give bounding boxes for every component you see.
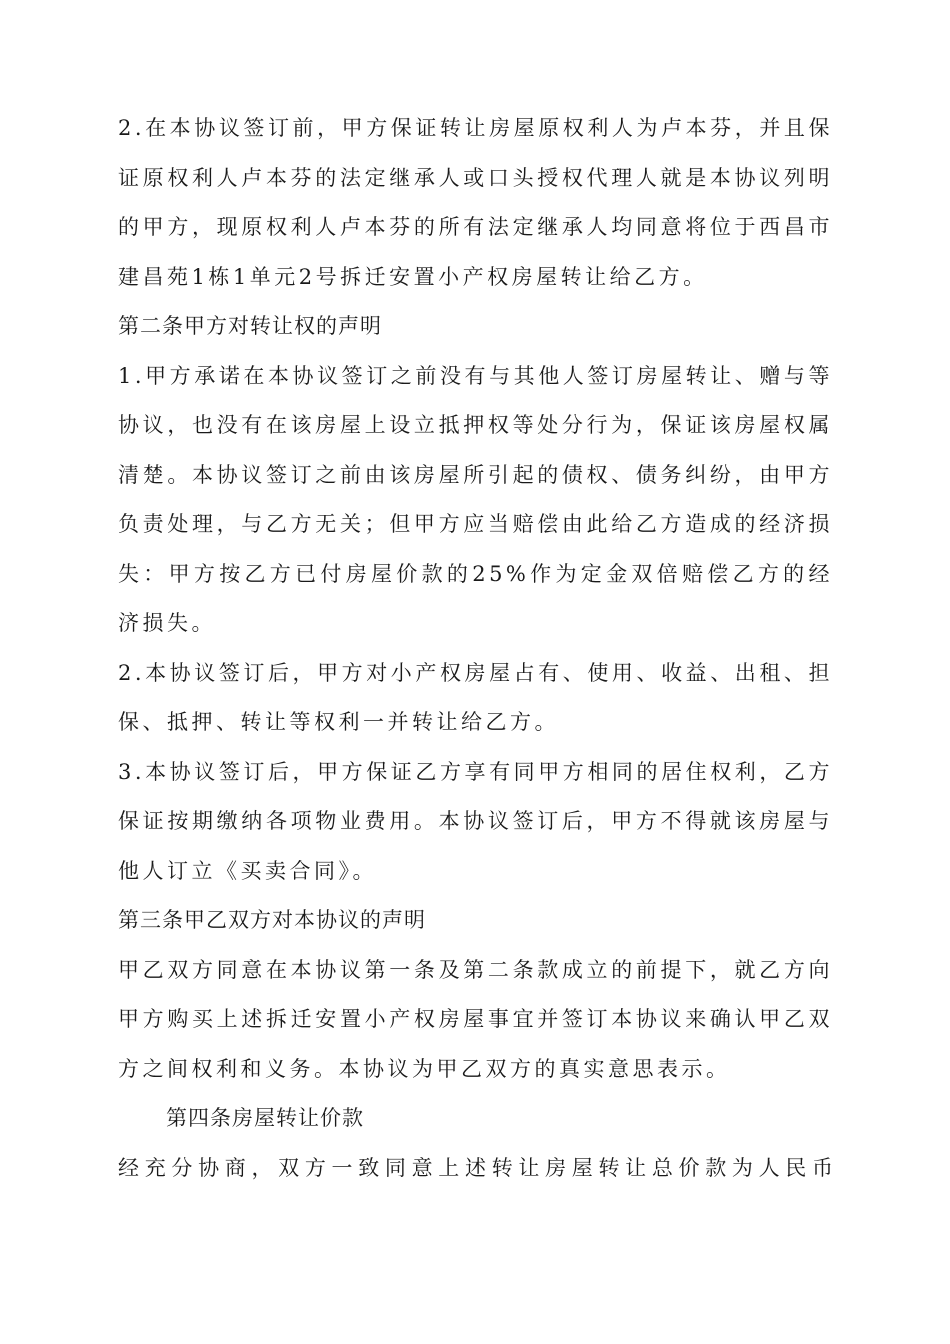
article-4-heading: 第四条房屋转让价款 xyxy=(166,1106,364,1130)
article-2-item-1: 1.甲方承诺在本协议签订之前没有与其他人签订房屋转让、赠与等协议，也没有在该房屋上设立抵押权等处分行为，保证该房屋权属清楚。本协议签订之前由该房屋所引起的债权、债务纠纷，由甲方负责处理，与乙方无关；但甲方应当赔偿由此给乙方造成的经济损失：甲方按乙方已付房屋价款的25%作为定金双倍赔偿乙方的经济损失。 xyxy=(118,363,833,635)
article-2-item-2: 2.本协议签订后，甲方对小产权房屋占有、使用、收益、出租、担保、抵押、转让等权利一并转让给乙方。 xyxy=(118,660,833,734)
article-2-item-3: 3.本协议签订后，甲方保证乙方享有同甲方相同的居住权利，乙方保证按期缴纳各项物业费用。本协议签订后，甲方不得就该房屋与他人订立《买卖合同》。 xyxy=(118,759,833,883)
article-3-heading: 第三条甲乙双方对本协议的声明 xyxy=(118,908,426,932)
article-3-body: 甲乙双方同意在本协议第一条及第二条款成立的前提下，就乙方向甲方购买上述拆迁安置小产权房屋事宜并签订本协议来确认甲乙双方之间权利和义务。本协议为甲乙双方的真实意思表示。 xyxy=(118,957,833,1081)
document-body xyxy=(118,104,833,1193)
article-4-body: 经充分协商，双方一致同意上述转让房屋转让总价款为人民币 xyxy=(118,1155,833,1180)
clause-1-item-2: 2.在本协议签订前，甲方保证转让房屋原权利人为卢本芬，并且保证原权利人卢本芬的法定继承人或口头授权代理人就是本协议列明的甲方，现原权利人卢本芬的所有法定继承人均同意将位于西昌市建昌苑1栋1单元2号拆迁安置小产权房屋转让给乙方。 xyxy=(118,116,833,289)
article-2-heading: 第二条甲方对转让权的声明 xyxy=(118,314,382,338)
